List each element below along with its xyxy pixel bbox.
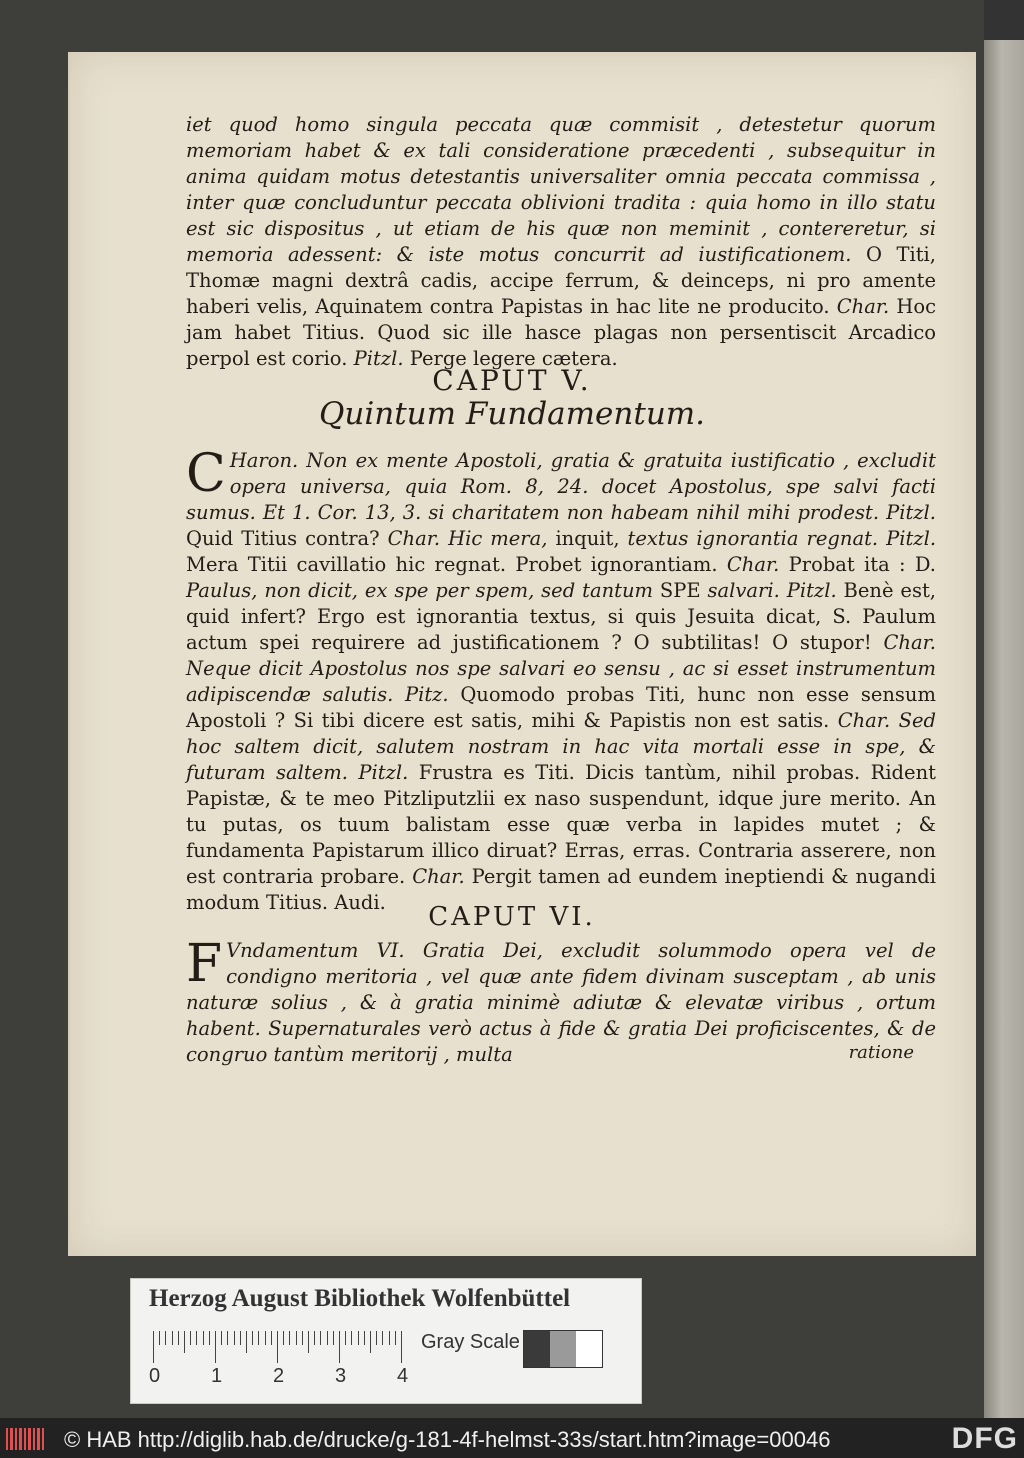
ruler-tick — [172, 1331, 173, 1345]
text-run: Char. — [726, 553, 789, 576]
ruler-tick — [283, 1331, 284, 1345]
ruler-tick — [252, 1331, 253, 1345]
text-run: salvari. — [707, 579, 787, 602]
ruler-tick — [203, 1331, 204, 1345]
text-run: textus ignorantia regnat. — [627, 527, 887, 550]
ruler-numbers — [149, 1365, 429, 1389]
ruler-tick — [178, 1331, 179, 1345]
ruler-tick — [153, 1331, 154, 1363]
ruler-tick — [401, 1331, 402, 1363]
ruler-scale — [153, 1331, 415, 1363]
ruler-number: 3 — [335, 1365, 347, 1387]
chapter-heading-vi: CAPUT VI. — [428, 902, 596, 932]
ruler-tick — [395, 1331, 396, 1345]
gray-swatch — [550, 1331, 576, 1367]
text-run: Pitzl. — [886, 501, 936, 524]
ruler-tick — [159, 1331, 160, 1345]
text-run: Quomodo probas Titi, hunc non esse sensum Apostoli ? Si tibi dicere est satis, mihi & Papistis non est satis. — [186, 683, 936, 732]
text-run: Perge legere cætera. — [409, 347, 618, 370]
paragraph-3-text — [186, 934, 936, 1066]
text-run: Char. Sed hoc saltem dicit, salutem nostram in hac vita mortali esse in spe, & futuram saltem. — [186, 709, 936, 784]
ruler-tick — [190, 1331, 191, 1345]
ruler-tick — [370, 1331, 371, 1353]
ruler-tick — [240, 1331, 241, 1345]
gray-scale-label: Gray Scale — [421, 1331, 520, 1353]
text-run: Haron. Non ex mente Apostoli, gratia & gratuita iustificatio , excludit opera universa, quia Rom. 8, 24. docet Apostolus, spe salvi facti sumus. Et 1. Cor. 13, 3. si charitatem non habeam nihil mihi prodest. — [186, 449, 936, 524]
ruler-number: 1 — [211, 1365, 223, 1387]
text-run: Mera Titii cavillatio hic regnat. Probet ignorantiam. — [186, 553, 727, 576]
paragraph-1-text — [186, 112, 936, 372]
text-run: SPE — [659, 579, 708, 602]
text-run: inquit, — [555, 527, 628, 550]
ruler-tick — [364, 1331, 365, 1345]
gray-scale-swatches — [523, 1330, 603, 1368]
library-name: Herzog August Bibliothek Wolfenbüttel — [149, 1285, 571, 1312]
ruler-tick — [246, 1331, 247, 1353]
ruler-tick — [221, 1331, 222, 1345]
ruler-tick — [339, 1331, 340, 1363]
paragraph-3 — [186, 934, 936, 1068]
text-run: O Titi, Thomæ magni dextrâ cadis, accipe ferrum, & deinceps, ni pro amente haberi velis, Aquinatem contra Papistas in hac lite ne producito. — [186, 243, 936, 318]
ruler-tick — [376, 1331, 377, 1345]
text-run: Pitzl. — [786, 579, 844, 602]
ruler-tick — [345, 1331, 346, 1345]
dfg-logo: DFG — [948, 1422, 1018, 1456]
library-color-card — [130, 1278, 642, 1404]
chapter-subheading-v: Quintum Fundamentum. — [318, 396, 706, 432]
ruler-tick — [358, 1331, 359, 1345]
gray-swatch — [524, 1331, 550, 1367]
text-run: Frustra es Titi. Dicis tantùm, nihil probas. Rident Papistæ, & te meo Pitzliputzlii ex naso suspendunt, idque jure merito. An tu putas, os tuum balistam esse quæ verba in lapides mutet ; & fundamenta Papistarum illico diruat? Erras, erras. Contraria asserere, non est contraria probare. — [186, 761, 936, 888]
ruler-tick — [289, 1331, 290, 1345]
ruler-tick — [327, 1331, 328, 1345]
text-run: Pitz. — [404, 683, 461, 706]
ruler-tick — [196, 1331, 197, 1345]
ruler-tick — [234, 1331, 235, 1345]
ruler-tick — [258, 1331, 259, 1345]
gray-swatch — [576, 1331, 602, 1367]
ruler-tick — [389, 1331, 390, 1345]
ruler-tick — [271, 1331, 272, 1345]
paragraph-2 — [186, 444, 937, 916]
drop-cap-c: C — [186, 444, 226, 504]
chapter-heading-v: CAPUT V. — [432, 364, 592, 397]
ruler-tick — [333, 1331, 334, 1345]
text-run: Hoc jam habet Titius. Quod sic ille hasce plagas non persentiscit Arcadico perpol est corio. — [186, 295, 936, 370]
ruler-tick — [184, 1331, 185, 1353]
text-run: Paulus, non dicit, ex spe per spem, sed tantum — [186, 579, 660, 602]
text-run: Pitzl. — [353, 347, 410, 370]
ruler-tick — [209, 1331, 210, 1345]
ruler-tick — [320, 1331, 321, 1345]
ruler-tick — [302, 1331, 303, 1345]
ruler-tick — [165, 1331, 166, 1345]
text-run: Benè est, quid infert? Ergo est ignorantia textus, si quis Jesuita dicat, S. Paulum actum spei requirere ad justificationem ? O subtilitas! O stupor! — [186, 579, 937, 654]
footer-copyright-link[interactable]: © HAB http://diglib.hab.de/drucke/g-181-4f-helmst-33s/start.htm?image=00046 — [64, 1427, 831, 1452]
paragraph-2-text — [186, 444, 937, 914]
ruler-tick — [382, 1331, 383, 1345]
text-run: Pitzl. — [358, 761, 419, 784]
ruler-number: 4 — [397, 1365, 409, 1387]
text-run: Char. Hic mera, — [387, 527, 556, 550]
facing-page-edge — [984, 40, 1024, 1418]
ruler-number: 0 — [149, 1365, 161, 1387]
text-run: Pitzl. — [886, 527, 937, 550]
text-run: Char. — [836, 295, 897, 318]
text-run: Probat ita : D. — [788, 553, 936, 576]
ruler-number: 2 — [273, 1365, 285, 1387]
paragraph-1 — [186, 112, 936, 372]
text-run: Char. Neque dicit Apostolus nos spe salvari eo sensu , ac si esset instrumentum adipiscendæ salutis. — [186, 631, 936, 706]
ruler-tick — [351, 1331, 352, 1345]
text-run: Pergit tamen ad eundem ineptiendi & nugandi modum Titius. Audi. — [186, 865, 936, 914]
ruler-tick — [227, 1331, 228, 1345]
footer-bar — [0, 1418, 1024, 1458]
ruler-tick — [308, 1331, 309, 1353]
text-run: Vndamentum VI. Gratia Dei, excludit solummodo opera vel de condigno meritoria , vel quæ ante fidem divinam susceptam , ab unis naturæ solius , & à gratia minimè adiutæ & elevatæ viribus , ortum habent. Supernaturales verò actus à fide & gratia Dei proficiscentes, & de congruo tantùm meritorij , multa — [186, 939, 936, 1066]
text-run: Quid Titius contra? — [186, 527, 388, 550]
ruler-tick — [265, 1331, 266, 1345]
catchword: ratione — [848, 1042, 914, 1063]
ruler-tick — [314, 1331, 315, 1345]
ruler-tick — [296, 1331, 297, 1345]
ruler-tick — [215, 1331, 216, 1363]
text-run: iet quod homo singula peccata quæ commisit , detestetur quorum memoriam habet & ex tali consideratione præcedenti , subsequitur in anima quidam motus detestantis universaliter omnia peccata commissa , inter quæ concluduntur peccata oblivioni tradita : quia homo in illo statu est sic dispositus , ut etiam de his quæ non meminit , contereretur, si memoria adessent: & iste motus concurrit ad iustificationem. — [186, 113, 936, 266]
ruler-tick — [277, 1331, 278, 1363]
drop-cap-f: F — [186, 934, 223, 994]
text-run: Char. — [412, 865, 472, 888]
barcode-icon — [6, 1428, 46, 1450]
